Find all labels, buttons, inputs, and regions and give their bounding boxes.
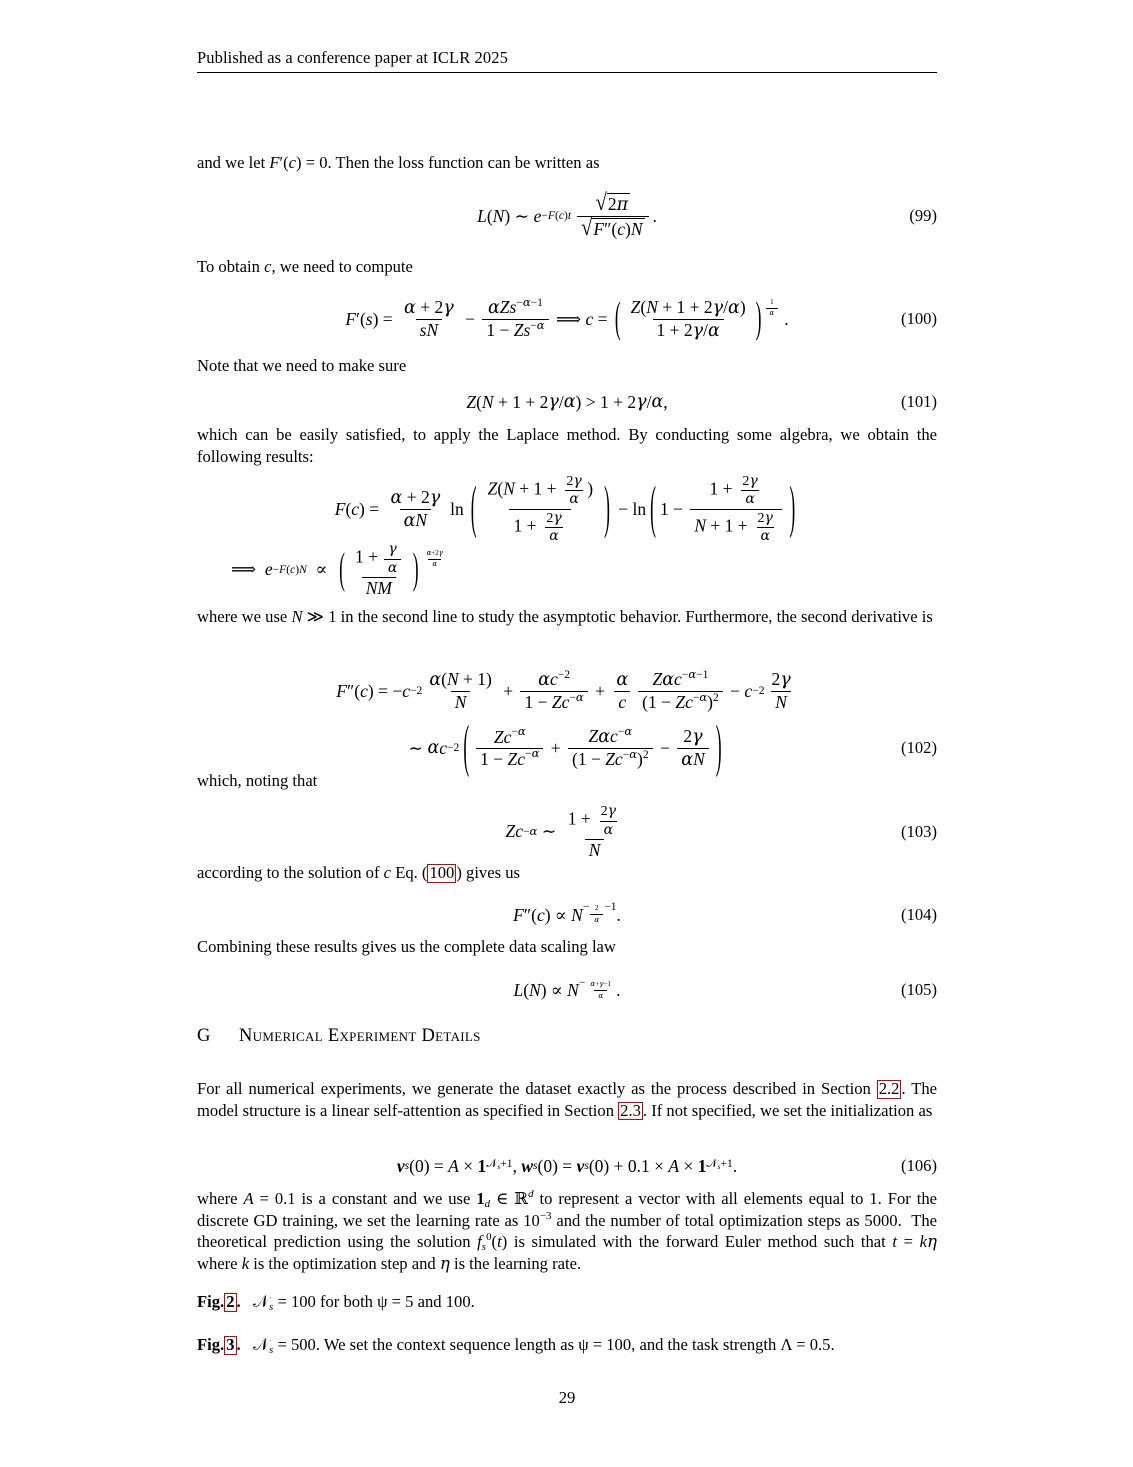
equation-104-row [197, 894, 937, 936]
paragraph-3: Note that we need to make sure [197, 356, 407, 375]
paragraph-5: where we use N ≫ 1 in the second line to study the asymptotic behavior. Furthermore, the second derivative is [197, 607, 933, 626]
equation-99: L ( N ) ∼ e −F(c)t √ 2π √ F″(c)N . [477, 190, 657, 241]
figure-note-2: Fig. 2 . 𝒩$_s$ = 100 for both ψ = 5 and 100. [197, 1292, 475, 1314]
equation-102-line2: ∼ α c −2 ( $\frac{Zc^{-\alpha}}{1 - Zc^{-\alpha}}$ + $\frac{Z\alpha c^{-\alpha}}{(1 - Zc^{-\alpha})^2}$ − $\frac{2\gamma}{\alpha N}$ ) [408, 712, 722, 779]
equation-102-line1: F ″ ( c ) = − c −2 $\frac{\alpha(N + 1)}{N}$ + $\frac{\alpha c^{-2}}{1 - Zc^{-\alpha}}$ + $\frac{\alpha}{c}$ $\frac{Z\alpha c^{-\alpha-1}}{(1 - Zc^{-\alpha})^2}$ − c −2 $\frac{2\gamma}{N}$ [336, 666, 791, 712]
equation-99-number: (99) [909, 206, 937, 225]
equation-102-line1-row [197, 662, 937, 720]
paragraph-2: To obtain c, we need to compute [197, 257, 413, 276]
equation-100-number: (100) [901, 309, 937, 328]
paragraph-7 [197, 862, 937, 884]
figure-note-3: Fig. 3 . 𝒩$_s$ = 500. We set the context sequence length as ψ = 100, and the task strength Λ = 0.5. [197, 1335, 835, 1357]
sg-p1-seg1: For all numerical experiments, we generate the dataset exactly as the process described in Section [197, 1079, 871, 1098]
fig-2-label: Fig. [197, 1292, 225, 1311]
section-2-2-reference-link[interactable]: 2.2 [878, 1079, 900, 1098]
equation-101-row [197, 385, 937, 419]
paragraph-7-tail: ) gives us [456, 863, 520, 882]
page-content [197, 0, 937, 1467]
paragraph-7-lead: according to the solution of [197, 863, 380, 882]
equation-103-row [197, 803, 937, 861]
running-head [197, 48, 937, 73]
equation-106-number: (106) [901, 1156, 937, 1175]
equation-100-row [197, 288, 937, 350]
equation-104-number: (104) [901, 905, 937, 924]
equation-105: L ( N ) ∝ N − $\frac{\alpha+\gamma-1}{\alpha}$ . [513, 976, 621, 1000]
figure-2-reference-link[interactable]: 2 [226, 1292, 235, 1311]
fig-3-label: Fig. [197, 1335, 225, 1354]
paragraph-8: Combining these results gives us the complete data scaling law [197, 937, 616, 956]
equation-Fc-line2: ⟹ e −F(c)N ∝ ( 1 + $\frac{\gamma}{\alpha}$ NM ) $\frac{\alpha+2\gamma}{\alpha}$ [231, 541, 443, 598]
section-g-paragraph-2: where A = 0.1 is a constant and we use $1_d$ ∈ ℝ$^d$ to represent a vector with all elements equal to 1. For the discrete GD training, we set the learning rate as $10^{-3}$ and the number of total optimization steps as 5000. The theoretical prediction using the solution $f_s^0(t)$ is simulated with the forward Euler method such that t = kη where k is the optimization step and η is the learning rate. [197, 1188, 937, 1273]
section-g-paragraph-1 [197, 1078, 937, 1121]
section-letter: G [197, 1026, 211, 1046]
sg-p1-seg3: . If not specified, we set the initialization as [642, 1100, 933, 1120]
figure-3-reference-link[interactable]: 3 [226, 1335, 235, 1354]
paragraph-7-eq-open: Eq. ( [395, 863, 428, 882]
header-rule [197, 72, 937, 73]
equation-101: Z ( N + 1 + 2 γ / α ) > 1 + 2 γ / α , [466, 391, 668, 412]
equation-Fc-line1: F ( c ) = $\frac{\alpha + 2\gamma}{\alpha N}$ ln ( Z(N + 1 + $\frac{2\gamma}{\alpha}$ ) 1 + $\frac{2\gamma}{\alpha}$ ) − ln ( 1 − 1 + $\frac{2\gamma}{\alpha}$ N + 1 + $\frac{2\gamma}{\alpha}$ ) [334, 473, 796, 544]
eq-100-reference-link[interactable]: 100 [429, 863, 455, 882]
equation-106: v s (0) = A × 1 𝒩$_s$+1 , w s (0) = v s (0) + 0.1 × A × 1 𝒩$_s$+1 . [396, 1155, 738, 1176]
fig-3-text: = 500. We set the context sequence length as ψ = 100, and the task strength Λ = 0.5. [277, 1335, 835, 1354]
equation-104: F ″ ( c ) ∝ N − $\frac{2}{\alpha}$ −1 . [513, 901, 621, 925]
paragraph-4: which can be easily satisfied, to apply the Laplace method. By conducting some algebra, we obtain the following results: [197, 425, 937, 466]
paragraph-7-var: c [383, 863, 392, 882]
equation-Fc-line1-row [197, 473, 937, 544]
sg-p1-seg2: . The model structure is a linear self-attention as specified in Section [197, 1079, 938, 1120]
equation-106-row [197, 1145, 937, 1187]
equation-99-row [197, 185, 937, 247]
running-head-text: Published as a conference paper at ICLR 2025 [197, 48, 508, 67]
equation-100: F ′ ( s ) = $\frac{\alpha + 2\gamma}{sN}$ − $\frac{\alpha Zs^{-\alpha-1}}{1 - Zs^{-\alpha}}$ ⟹ c = ( $\frac{Z(N + 1 + 2\gamma/\alpha)}{1 + 2\gamma/\alpha}$ ) $\frac{1}{\alpha}$ . [345, 292, 789, 342]
section-2-3-reference-link[interactable]: 2.3 [620, 1100, 641, 1120]
section-title: Numerical Experiment Details [239, 1026, 481, 1046]
equation-101-number: (101) [901, 392, 937, 411]
equation-Fc-line2-row [197, 541, 937, 599]
equation-103: Zc −α ∼ 1 + $\frac{2\gamma}{\alpha}$ N [505, 803, 616, 860]
equation-105-row [197, 968, 937, 1012]
section-heading-g [197, 1026, 937, 1047]
fig-2-text: = 100 for both ψ = 5 and 100. [277, 1292, 475, 1311]
page-number: 29 [558, 1388, 576, 1407]
paragraph-6: which, noting that [197, 771, 318, 790]
paragraph-1: and we let F′(c) = 0. Then the loss function can be written as [197, 153, 600, 172]
equation-102-line2-row [197, 712, 937, 779]
equation-102-number: (102) [901, 738, 937, 757]
equation-103-number: (103) [901, 822, 937, 841]
equation-105-number: (105) [901, 980, 937, 999]
